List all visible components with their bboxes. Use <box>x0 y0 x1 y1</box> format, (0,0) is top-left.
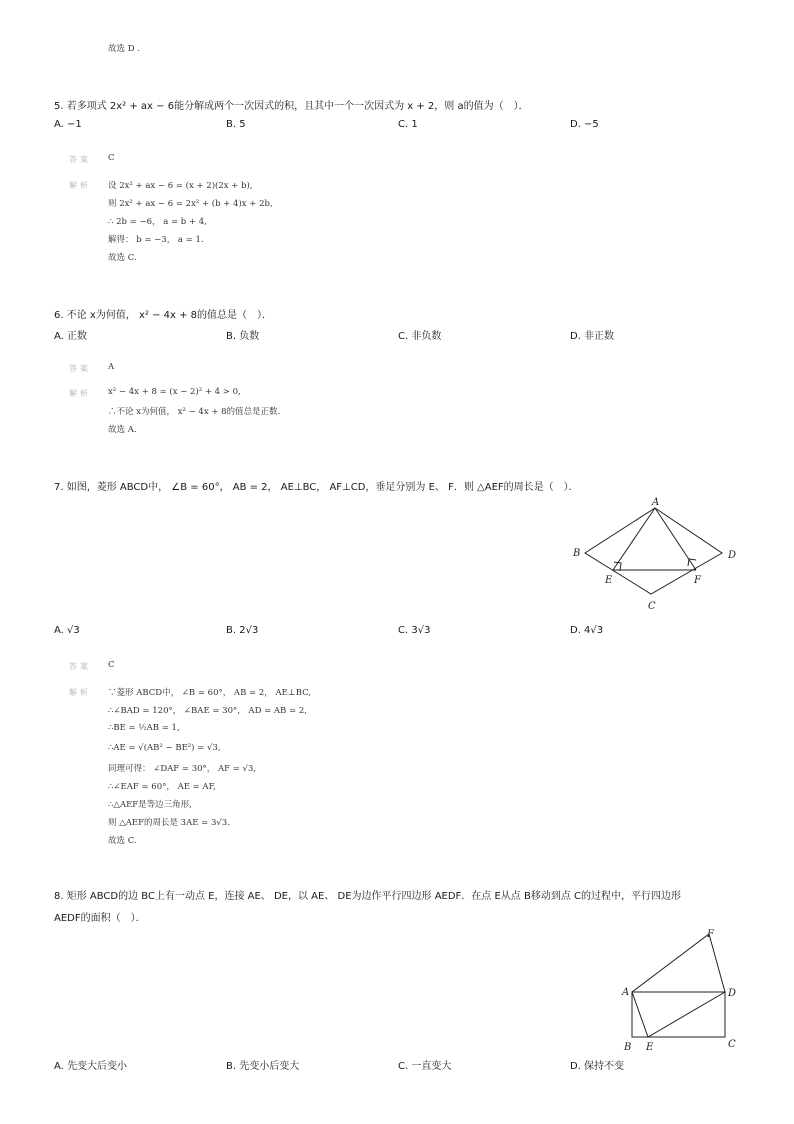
q6-answer: A <box>108 362 115 372</box>
q7-option-c[interactable]: C. 3√3 <box>398 625 431 636</box>
q5-option-c[interactable]: C. 1 <box>398 119 418 130</box>
q5-analysis-line: 故选 C. <box>108 253 137 263</box>
q8-option-a[interactable]: A. 先变大后变小 <box>54 1061 128 1072</box>
q5-analysis-line: 解得： b = −3， a = 1. <box>108 235 204 245</box>
q7-analysis-line: 故选 C. <box>108 836 137 846</box>
q7-option-b[interactable]: B. 2√3 <box>226 625 259 636</box>
q7-answer: C <box>108 660 115 670</box>
q7-option-a[interactable]: A. √3 <box>54 625 80 636</box>
label-b: B <box>573 548 581 559</box>
label-c: C <box>648 601 656 612</box>
q7-analysis-line: ∵菱形 ABCD中， ∠B = 60°， AB = 2， AE⊥BC, <box>108 688 312 698</box>
q6-option-b[interactable]: B. 负数 <box>226 331 260 342</box>
rectangle-figure <box>618 926 748 1054</box>
q7-analysis-line: ∴∠EAF = 60°， AE = AF, <box>108 782 216 792</box>
rhombus-figure <box>568 496 748 614</box>
q5-answer-tag: 答案 <box>69 155 91 164</box>
q6-option-c[interactable]: C. 非负数 <box>398 331 442 342</box>
q7-option-d[interactable]: D. 4√3 <box>570 625 604 636</box>
q8-stem-line1: 8. 矩形 ABCD的边 BC上有一动点 E，连接 AE、 DE，以 AE、 DE为边作平行四边形 AEDF．在点 E从点 B移动到点 C的过程中，平行四边形 <box>54 891 682 902</box>
label-d: D <box>728 988 737 999</box>
parallelogram-aedf <box>632 934 725 1037</box>
q5-answer: C <box>108 153 115 163</box>
q7-analysis-line: 则 △AEF的周长是 3AE = 3√3. <box>108 818 230 828</box>
q6-analysis-tag: 解析 <box>69 389 91 398</box>
label-c: C <box>728 1039 736 1050</box>
q6-analysis-line: x² − 4x + 8 = (x − 2)² + 4 > 0, <box>108 387 241 397</box>
right-angle-mark-f <box>688 559 696 566</box>
prev-final-line: 故选 D . <box>108 44 140 54</box>
q7-analysis-line: ∴BE = ½AB = 1, <box>108 723 180 733</box>
q8-option-c[interactable]: C. 一直变大 <box>398 1061 452 1072</box>
altitude-af <box>655 508 696 570</box>
q6-option-d[interactable]: D. 非正数 <box>570 331 615 342</box>
q5-analysis-line: 设 2x² + ax − 6 = (x + 2)(2x + b), <box>108 181 253 191</box>
q5-analysis-tag: 解析 <box>69 181 91 190</box>
q7-answer-tag: 答案 <box>69 662 91 671</box>
q7-analysis-line: ∴∠BAD = 120°， ∠BAE = 30°， AD = AB = 2, <box>108 706 307 716</box>
q6-answer-tag: 答案 <box>69 364 91 373</box>
q8-stem-line2: AEDF的面积（ ）． <box>54 913 146 924</box>
label-a: A <box>622 987 630 998</box>
q7-analysis-line: ∴AE = √(AB² − BE²) = √3, <box>108 743 221 753</box>
q5-analysis-line: ∴ 2b = −6， a = b + 4, <box>108 217 207 227</box>
label-a: A <box>652 497 660 508</box>
label-e: E <box>646 1042 654 1053</box>
label-f: F <box>694 575 701 586</box>
label-b: B <box>624 1042 632 1053</box>
label-d: D <box>728 550 737 561</box>
q7-analysis-line: ∴△AEF是等边三角形, <box>108 800 192 810</box>
q5-analysis-line: 则 2x² + ax − 6 = 2x² + (b + 4)x + 2b, <box>108 199 273 209</box>
q7-stem: 7. 如图，菱形 ABCD中， ∠B = 60°， AB = 2， AE⊥BC， AF⊥CD，垂足分别为 E、 F．则 △AEF的周长是（ ）． <box>54 482 579 493</box>
q8-option-b[interactable]: B. 先变小后变大 <box>226 1061 300 1072</box>
q5-stem: 5. 若多项式 2x² + ax − 6能分解成两个一次因式的积，且其中一个一次因式为 x + 2，则 a的值为（ ）． <box>54 101 529 112</box>
q6-analysis-line: 故选 A. <box>108 425 137 435</box>
q6-stem: 6. 不论 x为何值， x² − 4x + 8的值总是（ ）． <box>54 310 273 321</box>
label-e: E <box>605 575 613 586</box>
q6-option-a[interactable]: A. 正数 <box>54 331 88 342</box>
q5-option-a[interactable]: A. −1 <box>54 119 82 130</box>
q5-option-d[interactable]: D. −5 <box>570 119 599 130</box>
q5-option-b[interactable]: B. 5 <box>226 119 246 130</box>
q7-analysis-tag: 解析 <box>69 688 91 697</box>
q8-option-d[interactable]: D. 保持不变 <box>570 1061 625 1072</box>
altitude-ae <box>613 508 655 570</box>
label-f: F <box>707 929 714 940</box>
q6-analysis-line: ∴不论 x为何值， x² − 4x + 8的值总是正数. <box>108 407 281 417</box>
q7-analysis-line: 同理可得： ∠DAF = 30°， AF = √3, <box>108 764 257 774</box>
